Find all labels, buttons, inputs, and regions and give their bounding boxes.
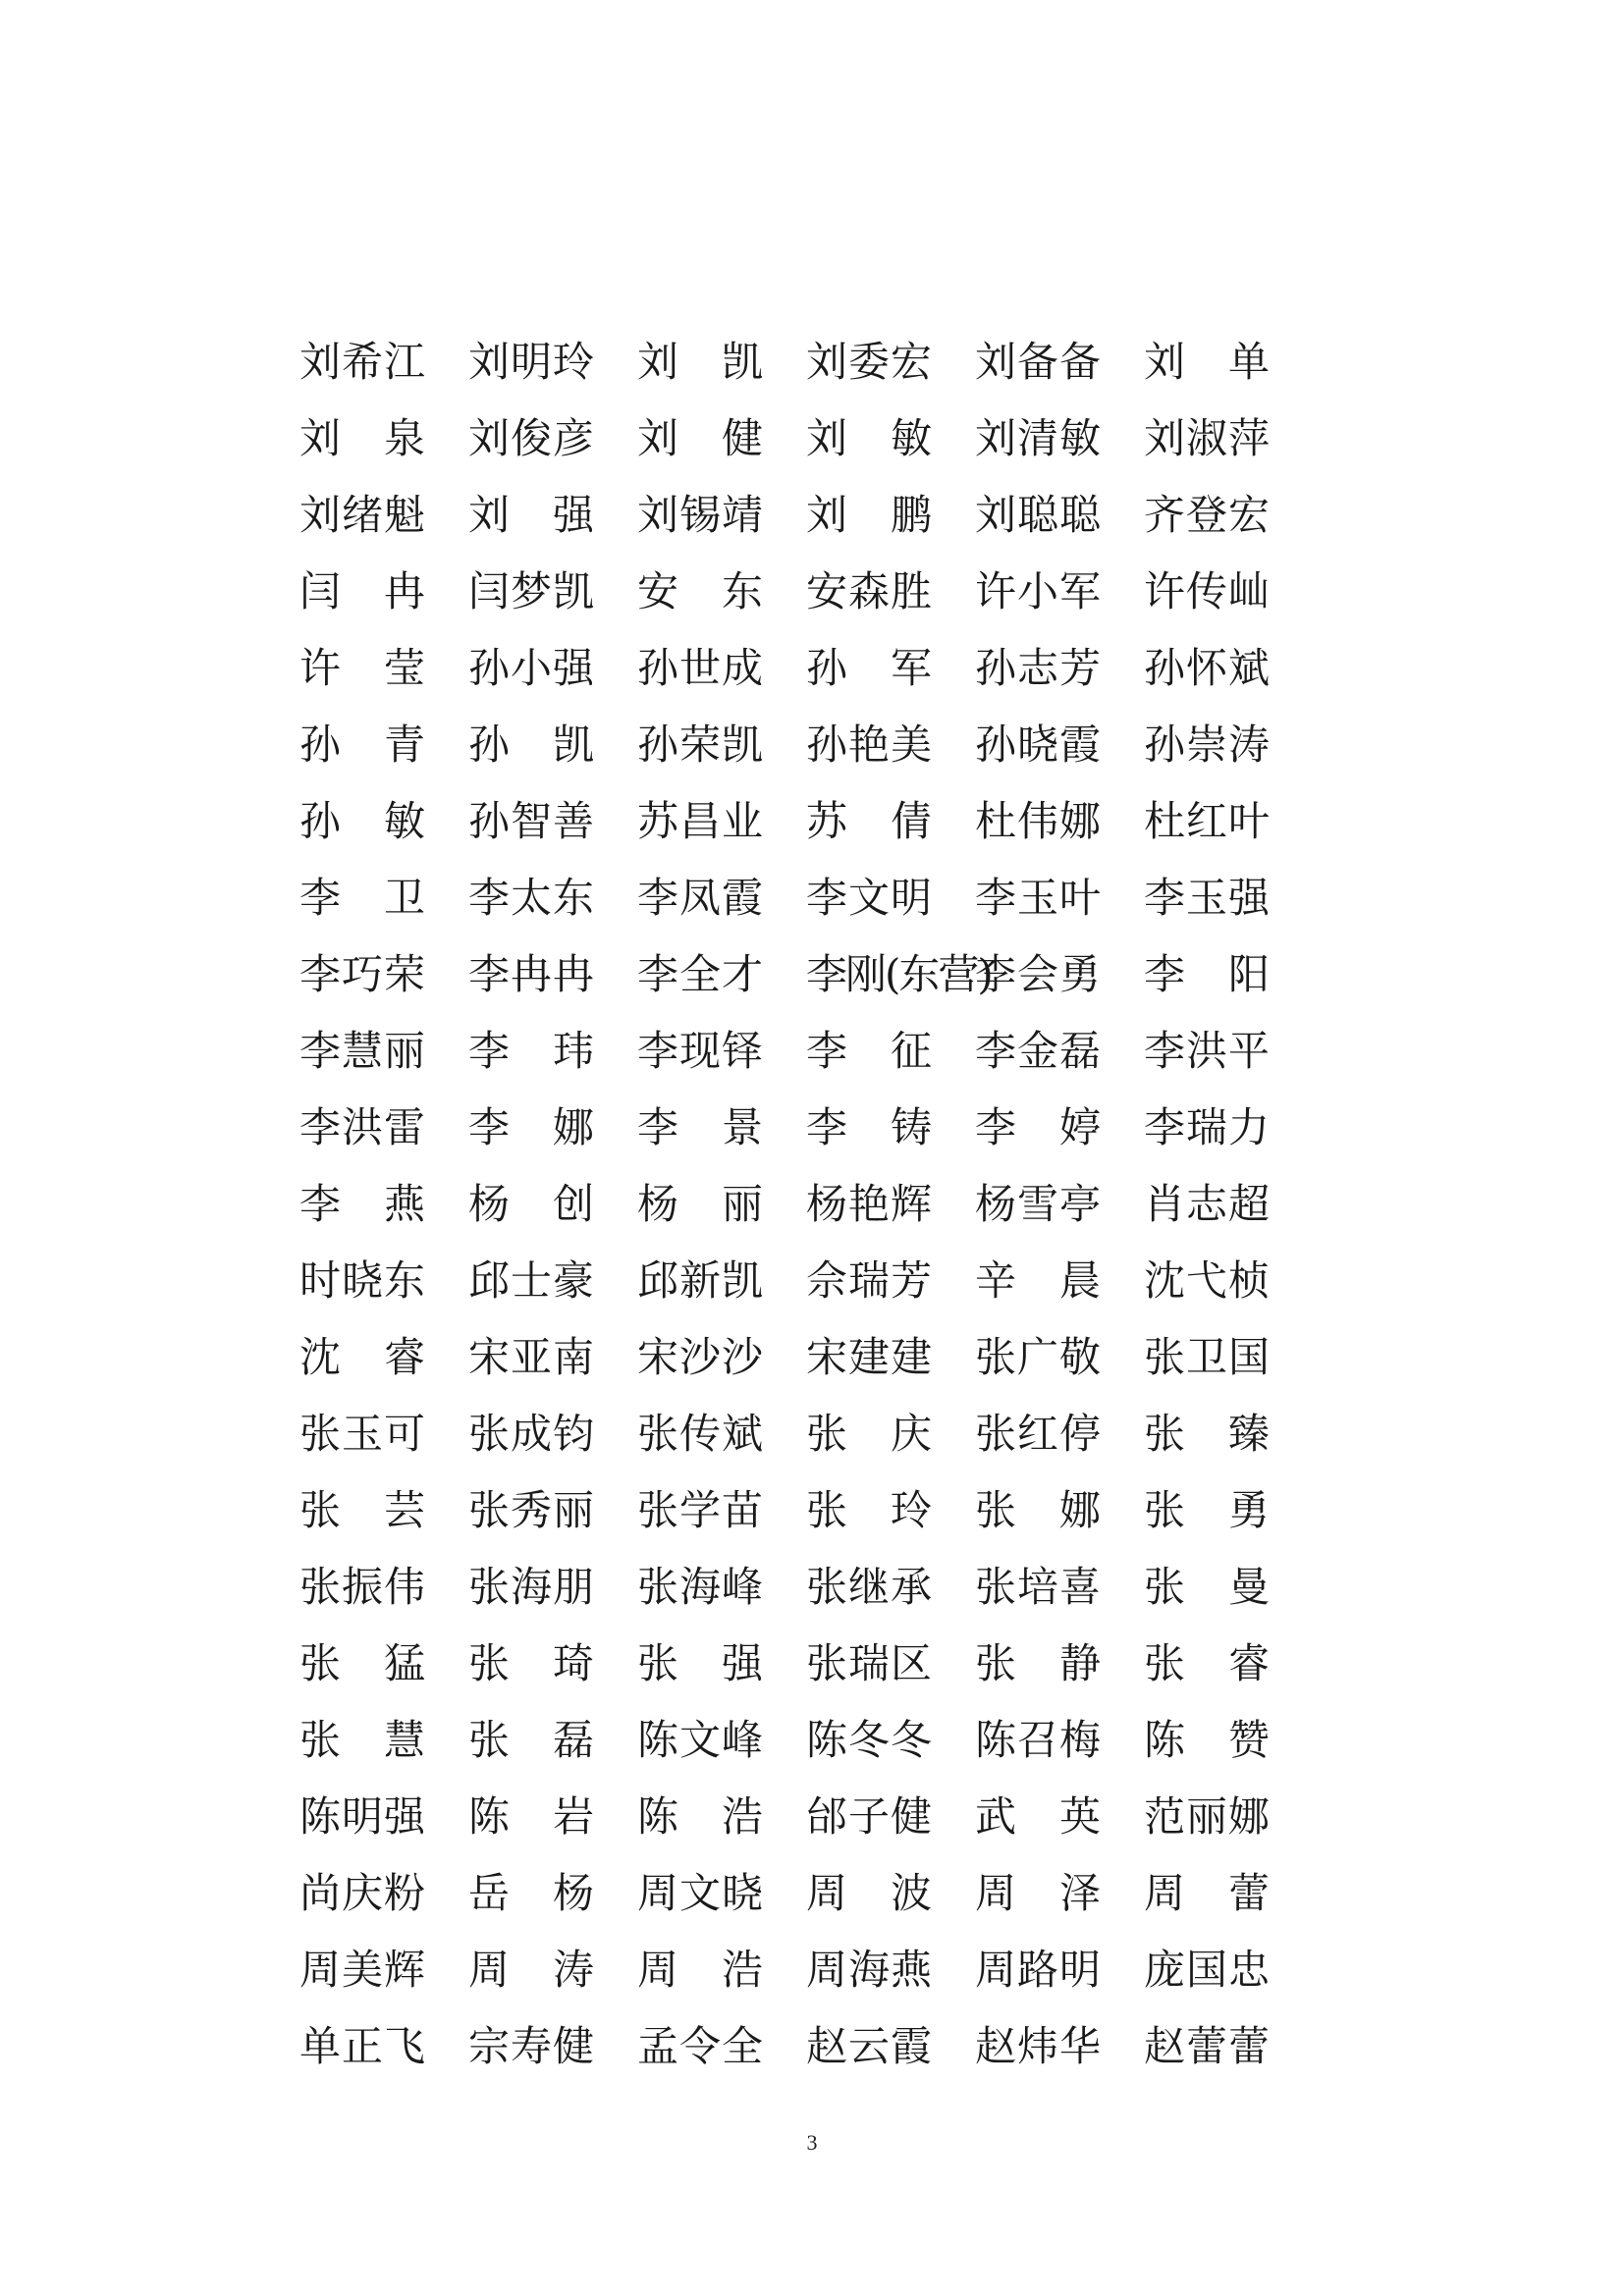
name-entry: 刘清敏 [975,414,1103,462]
name-entry: 范丽娜 [1144,1792,1272,1841]
name-row [299,1090,1281,1166]
name-row [299,2008,1281,2085]
name-entry: 李文明 [806,874,934,922]
name-row [299,1396,1281,1472]
name-entry: 刘明玲 [468,338,596,386]
name-entry: 张海朋 [468,1563,596,1611]
name-entry: 张广敬 [975,1333,1103,1381]
name-entry: 张振伟 [299,1563,427,1611]
name-entry: 张 庆 [806,1410,932,1458]
name-entry: 李 娜 [468,1103,594,1151]
name-entry: 张 勇 [1144,1486,1270,1534]
name-entry: 李玉叶 [975,874,1103,922]
name-entry: 张秀丽 [468,1486,596,1534]
name-entry: 陈召梅 [975,1716,1103,1764]
name-entry: 张继承 [806,1563,934,1611]
name-entry: 尚庆粉 [299,1869,427,1917]
name-row [299,324,1281,400]
name-row [299,554,1281,630]
name-entry: 张 强 [637,1639,763,1687]
name-entry: 李会勇 [975,950,1103,998]
name-entry: 李洪雷 [299,1103,427,1151]
name-entry: 张玉可 [299,1410,427,1458]
name-entry: 张卫国 [1144,1333,1272,1381]
name-row [299,1166,1281,1243]
name-entry: 李 阳 [1144,950,1270,998]
name-entry: 李太东 [468,874,596,922]
name-entry: 张 慧 [299,1716,425,1764]
name-entry: 孙志芳 [975,644,1103,692]
name-entry: 陈冬冬 [806,1716,934,1764]
name-entry: 邱士豪 [468,1256,596,1305]
name-entry: 张瑞区 [806,1639,934,1687]
name-entry: 刘 凯 [637,338,763,386]
name-entry: 陈文峰 [637,1716,765,1764]
name-entry: 肖志超 [1144,1180,1272,1228]
name-row [299,1932,1281,2008]
name-entry: 刘 鹏 [806,491,932,539]
name-entry: 杨 丽 [637,1180,763,1228]
name-entry: 刘绪魁 [299,491,427,539]
name-entry: 岳 杨 [468,1869,594,1917]
name-entry: 张学苗 [637,1486,765,1534]
name-entry: 张 芸 [299,1486,425,1534]
name-entry: 张成钧 [468,1410,596,1458]
name-row [299,783,1281,860]
name-entry: 陈 浩 [637,1792,763,1841]
name-entry: 李冉冉 [468,950,596,998]
name-entry: 孟令全 [637,2022,765,2070]
name-row [299,860,1281,936]
name-entry: 陈明强 [299,1792,427,1841]
name-row [299,1626,1281,1702]
name-entry: 刘聪聪 [975,491,1103,539]
name-entry: 张 臻 [1144,1410,1270,1458]
name-entry: 刘锡靖 [637,491,765,539]
name-row [299,1243,1281,1319]
name-entry: 单正飞 [299,2022,427,2070]
name-entry: 李 燕 [299,1180,425,1228]
name-entry: 刘 泉 [299,414,425,462]
name-entry: 沈 睿 [299,1333,425,1381]
name-entry: 孙 凯 [468,721,594,769]
name-entry: 孙小强 [468,644,596,692]
name-entry: 李现铎 [637,1027,765,1075]
name-entry: 张培喜 [975,1563,1103,1611]
name-entry: 李慧丽 [299,1027,427,1075]
name-entry: 周文晓 [637,1869,765,1917]
name-row [299,707,1281,783]
name-entry: 张 曼 [1144,1563,1270,1611]
name-entry: 周 浩 [637,1946,763,1994]
name-entry: 李玉强 [1144,874,1272,922]
name-entry: 刘 强 [468,491,594,539]
name-entry: 李凤霞 [637,874,765,922]
name-entry: 齐登宏 [1144,491,1272,539]
name-entry: 邰子健 [806,1792,934,1841]
name-row [299,1779,1281,1855]
name-entry: 刘 敏 [806,414,932,462]
name-entry: 宋建建 [806,1333,934,1381]
name-entry: 宋亚南 [468,1333,596,1381]
name-entry: 刘淑萍 [1144,414,1272,462]
name-entry: 孙崇涛 [1144,721,1272,769]
name-entry: 孙怀斌 [1144,644,1272,692]
name-entry: 刘希江 [299,338,427,386]
name-entry: 闫 冉 [299,567,425,615]
name-row [299,1013,1281,1090]
name-entry: 张红停 [975,1410,1103,1458]
name-entry: 周美辉 [299,1946,427,1994]
name-entry: 刘 单 [1144,338,1270,386]
name-entry: 李 婷 [975,1103,1101,1151]
name-entry: 孙晓霞 [975,721,1103,769]
name-entry: 刘备备 [975,338,1103,386]
name-entry: 宋沙沙 [637,1333,765,1381]
name-entry: 杨 创 [468,1180,594,1228]
name-entry: 刘俊彦 [468,414,596,462]
name-row [299,1472,1281,1549]
name-entry: 周 涛 [468,1946,594,1994]
name-row [299,477,1281,554]
name-entry: 李瑞力 [1144,1103,1272,1151]
name-entry: 周 波 [806,1869,932,1917]
name-entry: 赵云霞 [806,2022,934,2070]
name-entry: 宗寿健 [468,2022,596,2070]
name-entry: 陈 赞 [1144,1716,1270,1764]
name-entry: 孙艳美 [806,721,934,769]
name-entry: 赵炜华 [975,2022,1103,2070]
name-entry: 刘委宏 [806,338,934,386]
name-row [299,1319,1281,1396]
name-entry: 佘瑞芳 [806,1256,934,1305]
name-row [299,1549,1281,1626]
name-entry: 周路明 [975,1946,1103,1994]
name-entry: 安 东 [637,567,763,615]
name-entry: 张 玲 [806,1486,932,1534]
name-entry: 杜红叶 [1144,797,1272,845]
name-entry: 孙智善 [468,797,596,845]
name-entry: 李巧荣 [299,950,427,998]
name-entry: 李金磊 [975,1027,1103,1075]
name-entry: 张 静 [975,1639,1101,1687]
name-entry: 李全才 [637,950,765,998]
name-entry: 陈 岩 [468,1792,594,1841]
name-entry: 武 英 [975,1792,1101,1841]
name-entry: 苏昌业 [637,797,765,845]
name-entry: 杨雪亭 [975,1180,1103,1228]
name-entry: 李 征 [806,1027,932,1075]
name-entry: 杨艳辉 [806,1180,934,1228]
name-entry: 张 猛 [299,1639,425,1687]
name-entry: 邱新凯 [637,1256,765,1305]
name-entry: 张海峰 [637,1563,765,1611]
name-entry: 杜伟娜 [975,797,1103,845]
name-entry: 刘 健 [637,414,763,462]
name-row [299,400,1281,477]
name-entry: 张 睿 [1144,1639,1270,1687]
name-entry: 张传斌 [637,1410,765,1458]
name-row [299,1702,1281,1779]
name-entry: 闫梦凯 [468,567,596,615]
name-entry: 庞国忠 [1144,1946,1272,1994]
name-entry: 张 磊 [468,1716,594,1764]
name-row [299,936,1281,1013]
name-entry: 孙世成 [637,644,765,692]
name-entry: 孙荣凯 [637,721,765,769]
name-entry: 安森胜 [806,567,934,615]
name-entry: 孙 军 [806,644,932,692]
name-row [299,630,1281,707]
name-entry: 孙 敏 [299,797,425,845]
name-entry: 张 娜 [975,1486,1101,1534]
name-entry: 周 泽 [975,1869,1101,1917]
name-entry: 李 卫 [299,874,425,922]
name-entry: 辛 晨 [975,1256,1101,1305]
name-entry: 许传屾 [1144,567,1272,615]
name-entry: 周海燕 [806,1946,934,1994]
name-entry: 苏 倩 [806,797,932,845]
name-entry: 李 景 [637,1103,763,1151]
name-list [299,324,1281,2085]
name-entry: 李洪平 [1144,1027,1272,1075]
name-entry: 许小军 [975,567,1103,615]
name-entry: 赵蕾蕾 [1144,2022,1272,2070]
name-entry: 李 玮 [468,1027,594,1075]
name-row [299,1855,1281,1932]
name-entry: 李刚(东营) [806,950,992,998]
name-entry: 许 莹 [299,644,425,692]
name-entry: 时晓东 [299,1256,427,1305]
page-number: 3 [806,2130,818,2155]
name-entry: 张 琦 [468,1639,594,1687]
name-entry: 沈弋桢 [1144,1256,1272,1305]
name-entry: 周 蕾 [1144,1869,1270,1917]
name-entry: 李 铸 [806,1103,932,1151]
name-entry: 孙 青 [299,721,425,769]
